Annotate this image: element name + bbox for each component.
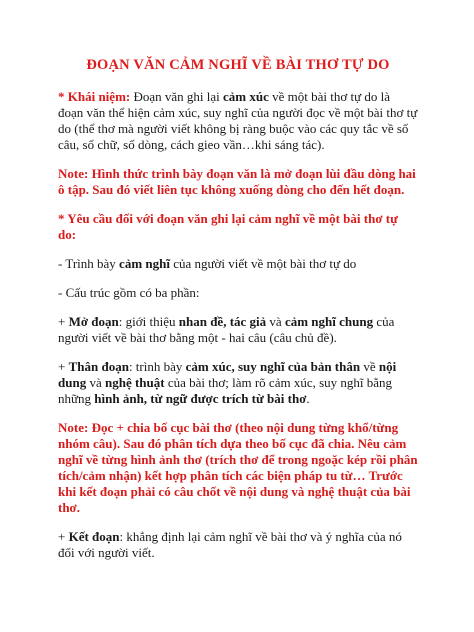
- text-run: - Trình bày: [58, 256, 120, 271]
- requirement-item-2: - Cấu trúc gồm có ba phần:: [58, 285, 200, 300]
- text-run: về một bài thơ tự do là đoạn văn thể hiện cảm xúc, suy nghĩ của người đọc về một bài thơ tự do (thể thơ mà người viết không bị ràng buộc vào các quy tắc về số câu, số chữ, số dòng, cách gieo vần…khi sáng tác).: [58, 89, 418, 152]
- part-label: Kết đoạn: [68, 529, 120, 544]
- text-run: và: [86, 375, 105, 390]
- bold-run: cảm nghĩ chung: [284, 314, 374, 329]
- text-run: : trình bày: [128, 359, 186, 374]
- requirement-item-1: [58, 256, 418, 272]
- text-run: +: [58, 359, 69, 374]
- text-run: : khẳng định lại cảm nghĩ về bài thơ và ý nghĩa của nó đối với người viết.: [58, 529, 402, 560]
- text-run: .: [306, 391, 310, 406]
- note-analysis: Note: Đọc + chia bố cục bài thơ (theo nội dung từng khổ/từng nhóm câu). Sau đó phân tích dựa theo bố cục đã chia. Nêu cảm nghĩ về từng hình ảnh thơ (trích thơ để trong ngoặc kép rồi phân tích/cảm nhận) kết hợp phân tích các biện pháp tu từ… Trước khi kết đoạn phải có câu chốt về nội dung và nghệ thuật của bài thơ.: [58, 420, 418, 515]
- bold-run: nội dung: [58, 359, 397, 390]
- text-run: Đoạn văn ghi lại: [130, 89, 224, 104]
- intro-part: [58, 314, 418, 346]
- text-run: +: [58, 529, 69, 544]
- bold-run: nghệ thuật: [104, 375, 165, 390]
- bold-run: hình ảnh, từ ngữ được trích từ bài thơ: [94, 391, 307, 406]
- part-label: Mở đoạn: [68, 314, 119, 329]
- body-part: [58, 359, 418, 407]
- text-run: của người viết về một bài thơ tự do: [169, 256, 357, 271]
- requirements-heading: * Yêu cầu đối với đoạn văn ghi lại cảm nghĩ về một bài thơ tự do:: [58, 211, 398, 242]
- bold-run: cảm xúc, suy nghĩ của bản thân: [185, 359, 361, 374]
- text-run: : giới thiệu: [118, 314, 179, 329]
- note-format: Note: Hình thức trình bày đoạn văn là mở đoạn lùi đầu dòng hai ô tập. Sau đó viết liên tục không xuống dòng cho đến hết đoạn.: [58, 166, 416, 197]
- text-run: và: [266, 314, 285, 329]
- text-run: của người viết về bài thơ bằng một - hai câu (câu chủ đề).: [58, 314, 395, 345]
- concept-label: * Khái niệm:: [58, 89, 131, 104]
- conclusion-part: [58, 529, 418, 561]
- bold-run: cảm xúc: [223, 89, 269, 104]
- concept-paragraph: [58, 89, 418, 153]
- document-title: ĐOẠN VĂN CẢM NGHĨ VỀ BÀI THƠ TỰ DO: [86, 57, 390, 73]
- part-label: Thân đoạn: [68, 359, 129, 374]
- bold-run: cảm nghĩ: [119, 256, 170, 271]
- bold-run: nhan đề, tác giả: [178, 314, 267, 329]
- text-run: +: [58, 314, 69, 329]
- text-run: của bài thơ; làm rõ cảm xúc, suy nghĩ bằng những: [58, 375, 393, 406]
- text-run: về: [360, 359, 379, 374]
